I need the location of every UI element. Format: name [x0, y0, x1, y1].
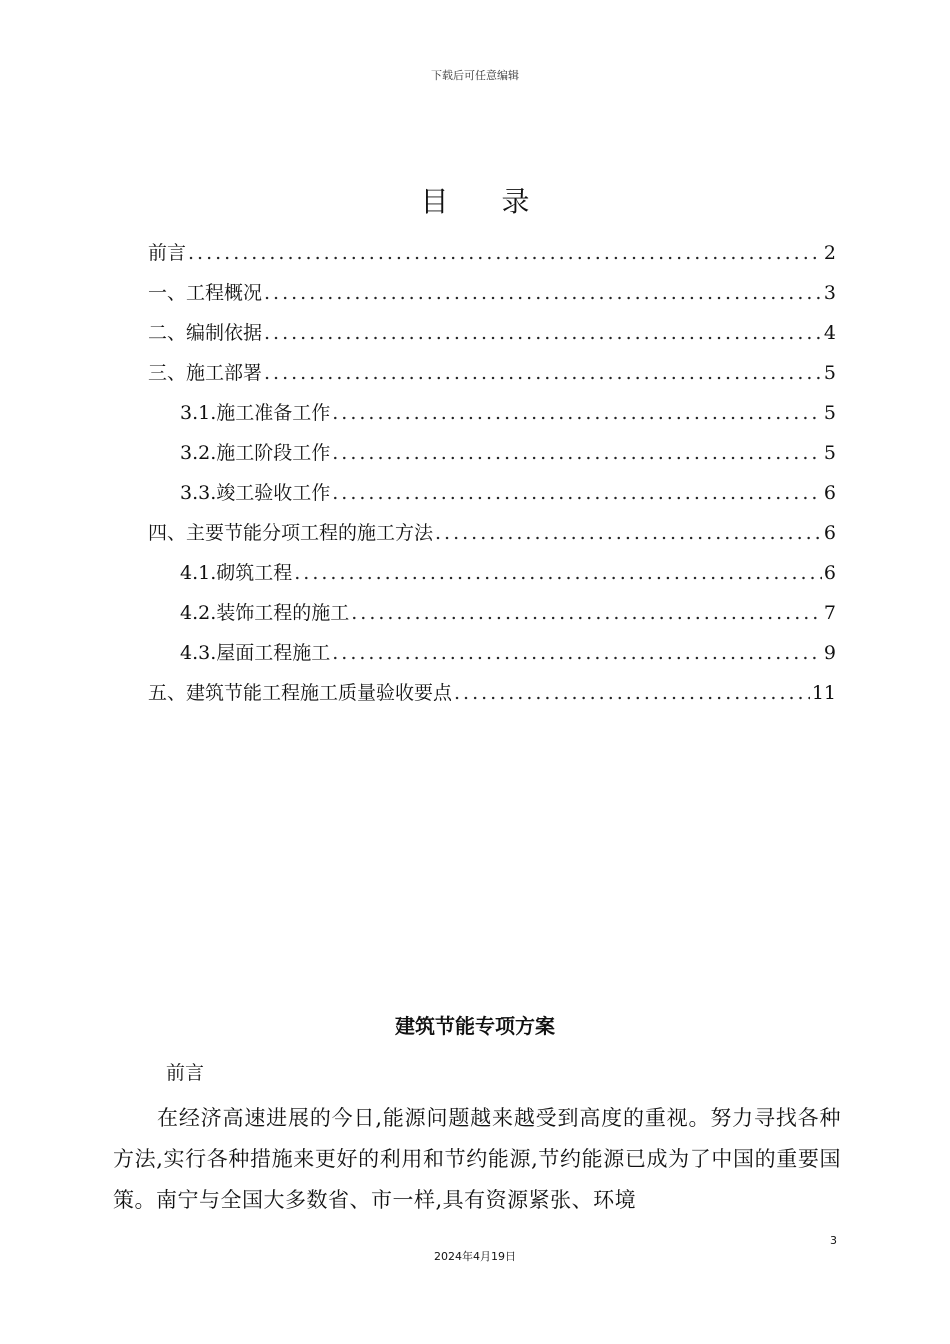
toc-entry-label: 一、工程概况: [148, 282, 263, 304]
toc-dot-leader: [454, 682, 810, 704]
toc-entry-page: 5: [823, 402, 836, 424]
toc-dot-leader: [332, 402, 822, 424]
toc-entry-label: 五、建筑节能工程施工质量验收要点: [148, 682, 453, 704]
toc-entry[interactable]: [148, 558, 836, 598]
toc-entry[interactable]: [148, 598, 836, 638]
header-note: 下载后可任意编辑: [431, 69, 519, 82]
toc-dot-leader: [332, 442, 822, 464]
page-number: 3: [830, 1234, 837, 1247]
toc-entry[interactable]: [148, 438, 836, 478]
document-heading: 建筑节能专项方案: [395, 1014, 555, 1038]
toc-entry-label: 4.2.装饰工程的施工: [180, 602, 350, 624]
toc-dot-leader: [294, 562, 822, 584]
toc-dot-leader: [188, 242, 822, 264]
toc-entry[interactable]: [148, 238, 836, 278]
toc-entry-page: 4: [823, 322, 836, 344]
toc-entry-label: 4.1.砌筑工程: [180, 562, 293, 584]
toc-entry[interactable]: [148, 478, 836, 518]
toc-entry-page: 5: [823, 442, 836, 464]
toc-entry[interactable]: [148, 518, 836, 558]
toc-dot-leader: [264, 282, 822, 304]
toc-entry-label: 3.3.竣工验收工作: [180, 482, 331, 504]
toc-entry-page: 11: [811, 682, 836, 704]
toc-dot-leader: [264, 322, 822, 344]
footer-date: 2024年4月19日: [434, 1250, 516, 1263]
toc-dot-leader: [332, 642, 822, 664]
toc-entry-page: 2: [823, 242, 836, 264]
toc-entry[interactable]: [148, 638, 836, 678]
toc-entry-page: 5: [823, 362, 836, 384]
toc-dot-leader: [435, 522, 822, 544]
section-title: 前言: [166, 1062, 205, 1084]
toc-entry-page: 9: [823, 642, 836, 664]
toc-entry-page: 7: [823, 602, 836, 624]
toc-entry-page: 6: [823, 562, 836, 584]
toc-entry-label: 3.2.施工阶段工作: [180, 442, 331, 464]
toc-entry[interactable]: [148, 358, 836, 398]
toc-entry-page: 3: [823, 282, 836, 304]
toc-entry-label: 3.1.施工准备工作: [180, 402, 331, 424]
toc-entry-page: 6: [823, 482, 836, 504]
toc-dot-leader: [332, 482, 822, 504]
toc-entry-label: 4.3.屋面工程施工: [180, 642, 331, 664]
body-paragraph: 在经济高速进展的今日,能源问题越来越受到高度的重视。努力寻找各种方法,实行各种措施来更好的利用和节约能源,节约能源已成为了中国的重要国策。南宁与全国大多数省、市一样,具有资源紧张、环境: [113, 1106, 841, 1212]
toc-entry-page: 6: [823, 522, 836, 544]
toc-entry-label: 前言: [148, 242, 187, 264]
toc-entry[interactable]: [148, 318, 836, 358]
toc-entry[interactable]: [148, 678, 836, 718]
toc-entry[interactable]: [148, 398, 836, 438]
toc-dot-leader: [351, 602, 822, 624]
toc-entry-label: 四、主要节能分项工程的施工方法: [148, 522, 434, 544]
toc-title: 目 录: [420, 185, 552, 218]
toc-entry-label: 三、施工部署: [148, 362, 263, 384]
toc-entry-label: 二、编制依据: [148, 322, 263, 344]
table-of-contents: [148, 238, 836, 718]
toc-dot-leader: [264, 362, 822, 384]
toc-entry[interactable]: [148, 278, 836, 318]
